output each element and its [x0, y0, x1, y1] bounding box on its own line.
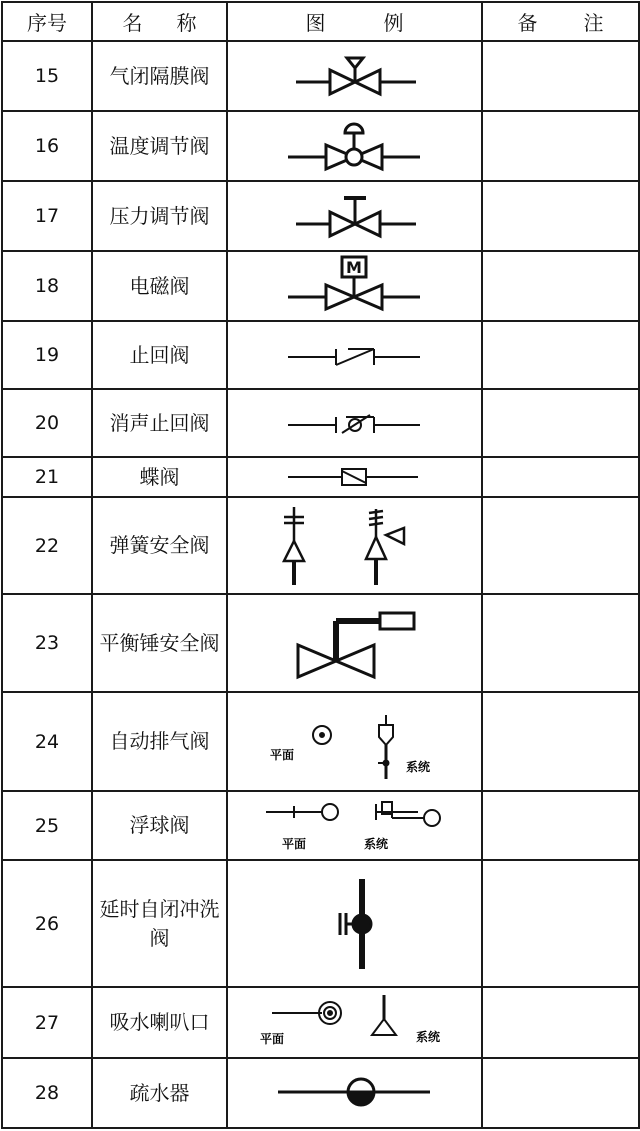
table-row	[2, 41, 639, 111]
row-name: 疏水器	[92, 1058, 227, 1128]
row-num: 27	[2, 987, 92, 1058]
row-num: 25	[2, 791, 92, 860]
row-num: 15	[2, 41, 92, 111]
row-num: 23	[2, 594, 92, 692]
counterweight-safety-valve-icon	[230, 597, 480, 689]
row-name: 压力调节阀	[92, 181, 227, 251]
row-name: 蝶阀	[92, 457, 227, 497]
pneumatic-diaphragm-valve-icon	[230, 44, 480, 108]
row-num: 26	[2, 860, 92, 987]
steam-trap-icon	[230, 1068, 480, 1118]
pressure-control-valve-icon	[230, 184, 480, 248]
table-row	[2, 860, 639, 987]
automatic-air-vent-valve-icon	[230, 697, 480, 787]
spring-safety-valve-icon	[230, 501, 480, 591]
suction-bell-mouth-icon	[230, 991, 480, 1055]
row-name: 消声止回阀	[92, 389, 227, 457]
header-remark: 备 注	[482, 2, 639, 41]
table-row	[2, 181, 639, 251]
row-num: 28	[2, 1058, 92, 1128]
header-num: 序号	[2, 2, 92, 41]
row-num: 20	[2, 389, 92, 457]
row-name: 延时自闭冲洗阀	[92, 860, 227, 987]
svg-text:系统: 系统	[363, 836, 388, 851]
row-name: 浮球阀	[92, 791, 227, 860]
row-name: 自动排气阀	[92, 692, 227, 791]
row-name: 电磁阀	[92, 251, 227, 321]
row-num: 22	[2, 497, 92, 594]
table-row	[2, 457, 639, 497]
table-row	[2, 594, 639, 692]
table-row	[2, 251, 639, 321]
row-num: 21	[2, 457, 92, 497]
butterfly-valve-icon	[230, 462, 480, 492]
svg-text:系统: 系统	[415, 1029, 440, 1044]
float-valve-icon	[230, 794, 480, 858]
row-num: 17	[2, 181, 92, 251]
table-row	[2, 389, 639, 457]
row-num: 24	[2, 692, 92, 791]
table-row	[2, 497, 639, 594]
svg-text:平面: 平面	[269, 747, 294, 762]
svg-text:M: M	[345, 258, 362, 277]
svg-text:平面: 平面	[281, 836, 306, 851]
row-name: 温度调节阀	[92, 111, 227, 181]
svg-text:系统: 系统	[405, 759, 430, 774]
table-row	[2, 321, 639, 389]
row-name: 气闭隔膜阀	[92, 41, 227, 111]
row-name: 吸水喇叭口	[92, 987, 227, 1058]
table-row	[2, 987, 639, 1058]
header-symbol: 图 例	[227, 2, 482, 41]
table-header-row	[2, 2, 639, 41]
row-name: 平衡锤安全阀	[92, 594, 227, 692]
solenoid-valve-icon	[230, 253, 480, 319]
row-num: 16	[2, 111, 92, 181]
delayed-self-closing-flush-valve-icon	[230, 869, 480, 979]
row-name: 弹簧安全阀	[92, 497, 227, 594]
temperature-control-valve-icon	[230, 113, 480, 179]
valve-legend-table	[1, 1, 640, 1129]
row-name: 止回阀	[92, 321, 227, 389]
header-name: 名 称	[92, 2, 227, 41]
svg-text:平面: 平面	[259, 1031, 284, 1046]
table-row	[2, 791, 639, 860]
silent-check-valve-icon	[230, 403, 480, 443]
check-valve-icon	[230, 335, 480, 375]
table-row	[2, 111, 639, 181]
row-num: 19	[2, 321, 92, 389]
row-num: 18	[2, 251, 92, 321]
table-row	[2, 692, 639, 791]
table-row	[2, 1058, 639, 1128]
